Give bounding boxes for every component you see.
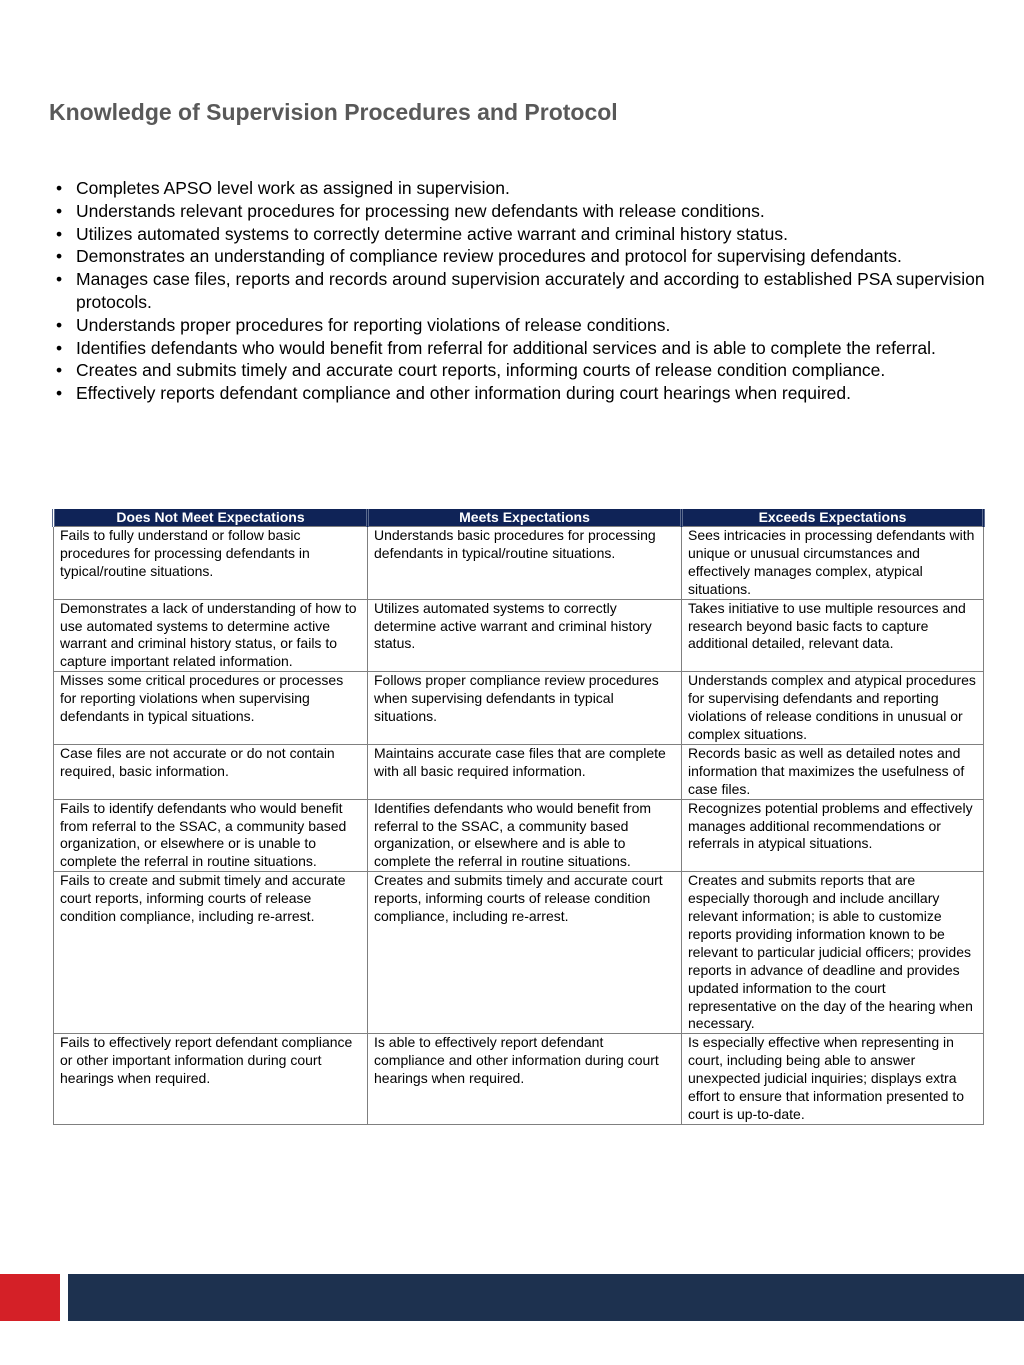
table-cell: Sees intricacies in processing defendants with unique or unusual circumstances and effectively manages complex, atypical situations.: [682, 527, 984, 600]
table-row: [54, 799, 984, 872]
list-item-text: Understands relevant procedures for processing new defendants with release conditions.: [76, 200, 765, 221]
bullet-icon: •: [56, 178, 63, 198]
column-header-exceeds: Exceeds Expectations: [682, 509, 984, 527]
table-cell: Utilizes automated systems to correctly determine active warrant and criminal history status.: [368, 599, 682, 672]
competency-list: [56, 177, 996, 405]
list-item: [56, 382, 996, 405]
table-cell: Identifies defendants who would benefit from referral to the SSAC, a community based organization, or elsewhere and is able to complete the referral in routine situations.: [368, 799, 682, 872]
bullet-icon: •: [56, 200, 63, 221]
bullet-icon: •: [56, 269, 63, 290]
table-cell: Misses some critical procedures or processes for reporting violations when supervising defendants in typical situations.: [54, 672, 368, 745]
list-item-text: Effectively reports defendant compliance and other information during court hearings when required.: [76, 383, 851, 404]
table-cell: Demonstrates a lack of understanding of how to use automated systems to determine active warrant and criminal history status, or fails to capture important related information.: [54, 599, 368, 672]
list-item: [56, 223, 996, 246]
list-item: [56, 245, 996, 268]
page-title: Knowledge of Supervision Procedures and Protocol: [49, 99, 618, 125]
list-item-text: Completes APSO level work as assigned in supervision.: [76, 178, 510, 198]
table-cell: Understands complex and atypical procedures for supervising defendants and reporting violations of release conditions in unusual or complex situations.: [682, 672, 984, 745]
table-row: [54, 1034, 984, 1125]
table-cell: Understands basic procedures for processing defendants in typical/routine situations.: [368, 527, 682, 600]
table-cell: Maintains accurate case files that are complete with all basic required information.: [368, 744, 682, 799]
list-item-text: Demonstrates an understanding of compliance review procedures and protocol for supervising defendants.: [76, 246, 902, 267]
bullet-icon: •: [56, 223, 63, 244]
bullet-icon: •: [56, 246, 63, 267]
list-item-text: Understands proper procedures for reporting violations of release conditions.: [76, 314, 671, 335]
table-header-row: [54, 509, 984, 527]
table-row: [54, 672, 984, 745]
table-row: [54, 744, 984, 799]
table-cell: Fails to identify defendants who would benefit from referral to the SSAC, a community based organization, or elsewhere or is unable to complete the referral in routine situations.: [54, 799, 368, 872]
table-cell: Creates and submits timely and accurate court reports, informing courts of release condition compliance, including re-arrest.: [368, 872, 682, 1034]
table-cell: Creates and submits reports that are especially thorough and include ancillary relevant information; is able to customize reports providing information known to be relevant to particular judicial officers; provides reports in advance of deadline and provides updated information to the court representative on the day of the hearing when necessary.: [682, 872, 984, 1034]
list-item: [56, 337, 996, 360]
footer-red-block: [0, 1274, 60, 1321]
list-item: [56, 314, 996, 337]
table-cell: Recognizes potential problems and effectively manages additional recommendations or referrals in atypical situations.: [682, 799, 984, 872]
list-item-text: Identifies defendants who would benefit from referral for additional services and is able to complete the referral.: [76, 337, 936, 358]
footer-navy-bar: [68, 1274, 1024, 1321]
bullet-icon: •: [56, 337, 63, 358]
table-row: [54, 872, 984, 1034]
table-cell: Fails to effectively report defendant compliance or other important information during court hearings when required.: [54, 1034, 368, 1125]
column-header-meets: Meets Expectations: [368, 509, 682, 527]
table-cell: Follows proper compliance review procedures when supervising defendants in typical situations.: [368, 672, 682, 745]
list-item-text: Creates and submits timely and accurate court reports, informing courts of release condition compliance.: [76, 360, 886, 381]
bullet-icon: •: [56, 360, 63, 381]
table-row: [54, 527, 984, 600]
list-item: [56, 359, 996, 382]
table-cell: Records basic as well as detailed notes and information that maximizes the usefulness of case files.: [682, 744, 984, 799]
list-item-text: Manages case files, reports and records around supervision accurately and according to established PSA supervision protocols.: [76, 269, 985, 312]
list-item: [56, 177, 996, 200]
rubric-table: [52, 509, 985, 1125]
table-cell: Case files are not accurate or do not contain required, basic information.: [54, 744, 368, 799]
list-item: [56, 268, 996, 314]
table-cell: Fails to create and submit timely and accurate court reports, informing courts of release condition compliance, including re-arrest.: [54, 872, 368, 1034]
table-cell: Is especially effective when representing in court, including being able to answer unexpected judicial inquiries; displays extra effort to ensure that information presented to court is up-to-date.: [682, 1034, 984, 1125]
table-cell: Fails to fully understand or follow basic procedures for processing defendants in typical/routine situations.: [54, 527, 368, 600]
column-header-does-not-meet: Does Not Meet Expectations: [54, 509, 368, 527]
table-cell: Takes initiative to use multiple resources and research beyond basic facts to capture additional detailed, relevant data.: [682, 599, 984, 672]
table-cell: Is able to effectively report defendant compliance and other information during court hearings when required.: [368, 1034, 682, 1125]
list-item: [56, 200, 996, 223]
list-item-text: Utilizes automated systems to correctly determine active warrant and criminal history status.: [76, 223, 788, 244]
table-row: [54, 599, 984, 672]
bullet-icon: •: [56, 314, 63, 335]
bullet-icon: •: [56, 383, 63, 404]
